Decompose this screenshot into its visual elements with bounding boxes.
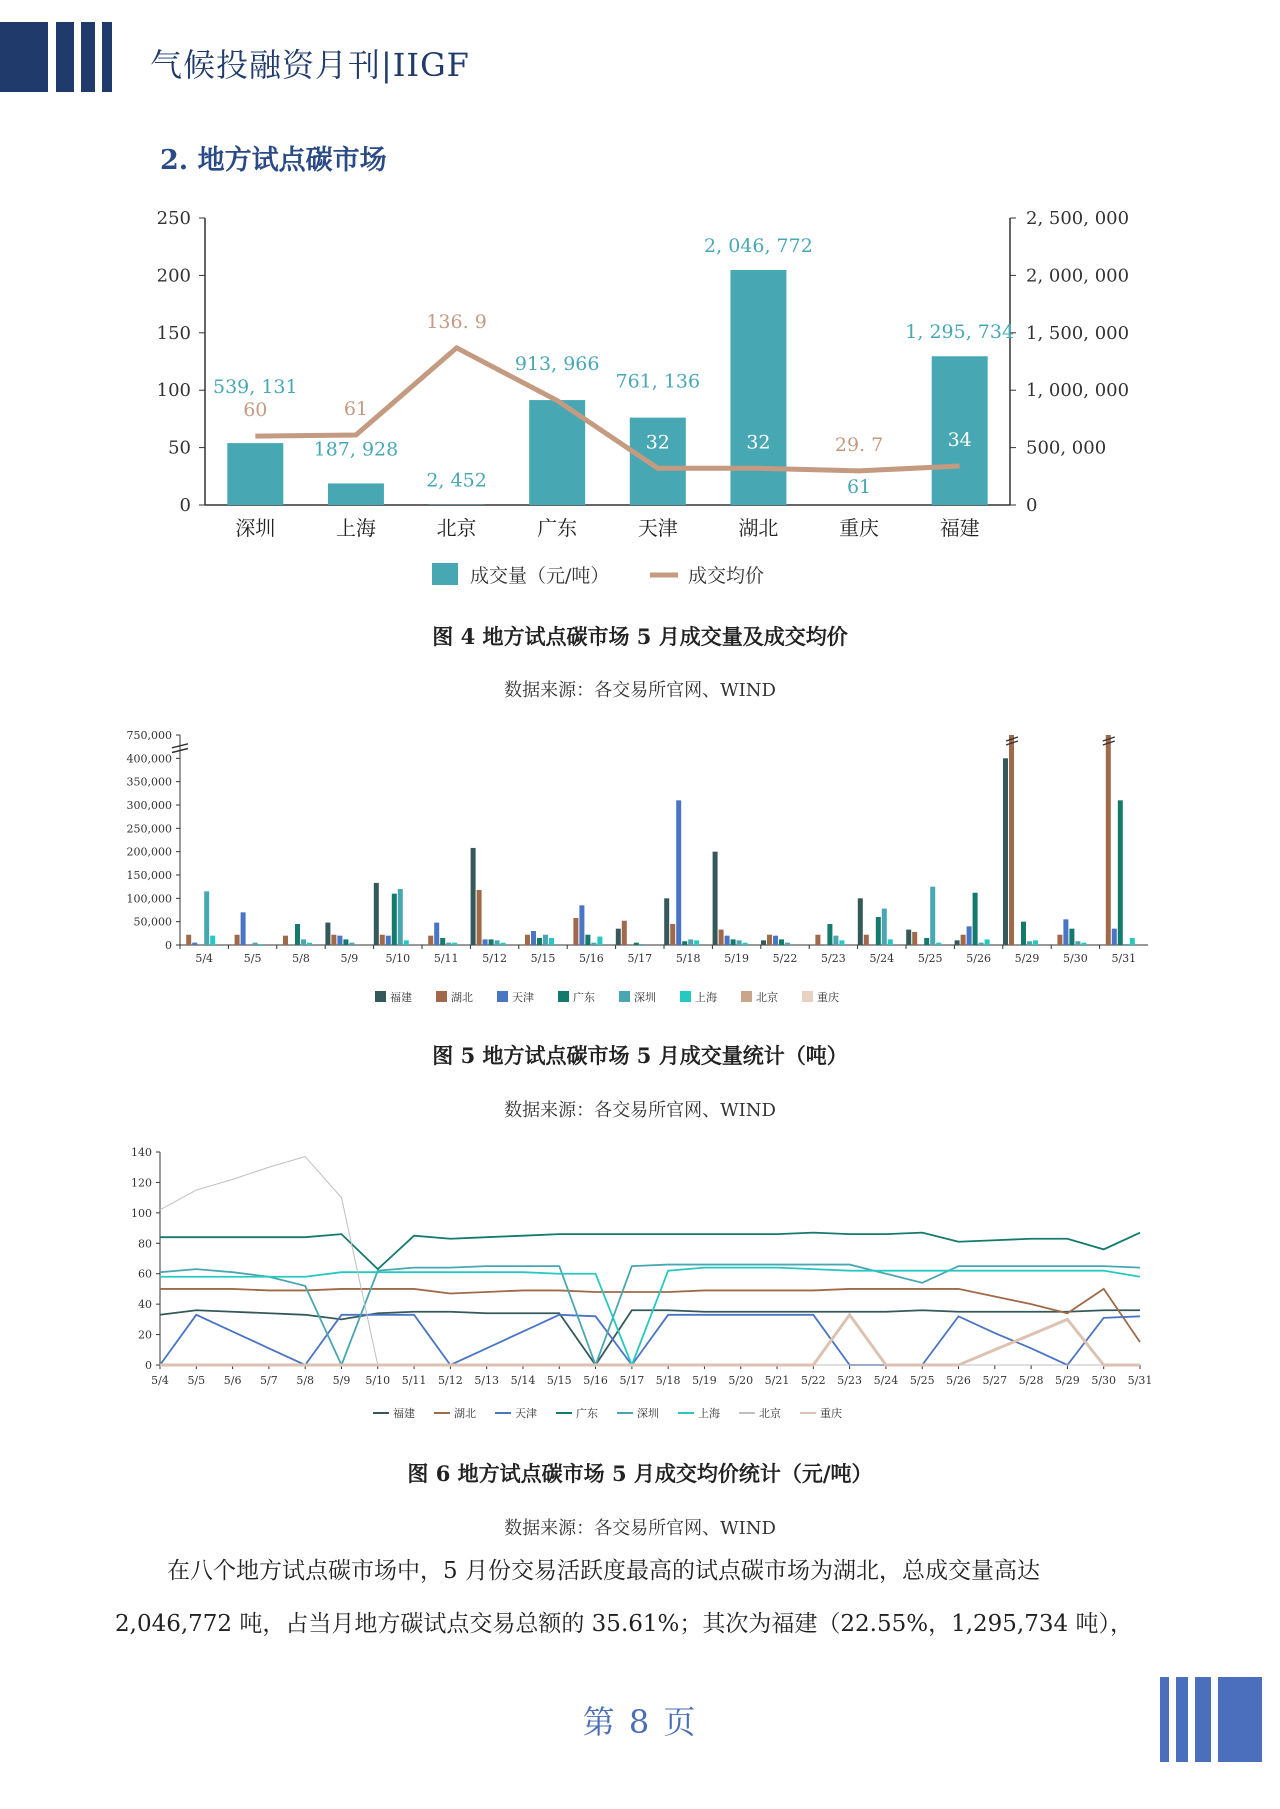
volume-bar-广东 [682,941,687,945]
volume-bar-深圳 [495,940,500,945]
x-tick-label: 5/31 [1127,1374,1153,1387]
y-tick-label: 60 [138,1267,152,1281]
volume-bar-湖北 [331,935,336,945]
y-tick-label: 100,000 [126,892,172,906]
right-tick-label: 1, 500, 000 [1026,322,1130,344]
volume-bar-上海 [404,940,409,945]
x-tick-label: 5/15 [530,952,556,965]
x-tick-label: 5/30 [1091,1374,1117,1387]
volume-bar-湖北 [1009,735,1014,945]
legend-label-深圳: 深圳 [637,1407,659,1420]
volume-bar-深圳 [1027,941,1032,945]
x-tick-label: 5/10 [365,1374,391,1387]
legend-label-北京: 北京 [756,991,778,1004]
volume-bar-上海 [452,943,457,945]
price-data-label: 61 [343,397,369,420]
volume-data-label: 539, 131 [213,376,298,399]
left-tick-label: 200 [156,265,191,287]
legend-label-湖北: 湖北 [454,1407,476,1420]
volume-bar-福建 [374,883,379,945]
price-data-label: 136. 9 [426,310,487,333]
x-tick-label: 5/20 [728,1374,754,1387]
volume-data-label: 61 [846,476,872,498]
legend-label-上海: 上海 [698,1407,720,1420]
body-paragraph-line2: 2,046,772 吨，占当月地方碳试点交易总额的 35.61%；其次为福建（22.55%，1,295,734 吨）， [115,1611,1133,1637]
x-tick-label: 5/24 [873,1374,899,1387]
legend-label-广东: 广东 [573,991,595,1004]
volume-data-label: 187, 928 [313,438,399,461]
volume-bar-广东 [973,893,978,945]
volume-bar-上海 [743,943,748,945]
y-tick-label: 150,000 [126,869,172,882]
legend-volume-label: 成交量（元/吨） [470,565,610,587]
x-tick-label: 5/4 [151,1374,169,1387]
x-tick-label: 5/5 [243,952,262,965]
volume-bar-深圳 [204,891,209,945]
volume-bar-湖北 [235,935,240,945]
volume-bar-深圳 [301,939,306,945]
volume-bar-广东 [924,938,929,945]
category-label: 上海 [335,516,376,540]
x-tick-label: 5/7 [260,1374,278,1387]
left-tick-label: 100 [156,380,191,402]
section-title: 2. 地方试点碳市场 [160,145,387,176]
legend-label-福建: 福建 [393,1407,415,1420]
x-tick-label: 5/10 [385,952,411,965]
volume-bar-福建 [1003,758,1008,945]
volume-bar-广东 [585,935,590,945]
x-tick-label: 5/22 [800,1374,826,1387]
x-tick-label: 5/25 [917,952,943,965]
legend-swatch-上海 [680,991,691,1002]
x-tick-label: 5/31 [1111,952,1137,965]
volume-bar-广东 [392,894,397,945]
volume-bar-湖北 [912,932,917,945]
price-line-天津 [160,1315,1140,1365]
legend-swatch-重庆 [802,991,813,1002]
x-tick-label: 5/26 [946,1374,971,1387]
right-tick-label: 2, 500, 000 [1026,208,1130,229]
legend-swatch-深圳 [619,991,630,1002]
right-tick-label: 0 [1026,495,1038,516]
y-tick-label: 350,000 [126,775,172,789]
volume-bar-湖北 [961,935,966,945]
volume-bar-湖北 [864,935,869,945]
volume-bar-深圳 [979,943,984,945]
volume-bar-湖北 [186,935,191,945]
x-tick-label: 5/30 [1063,952,1088,965]
volume-bar-深圳 [446,943,451,945]
legend-swatch-福建 [375,991,386,1002]
volume-bar-天津 [967,926,972,945]
chart-daily-price [0,1140,1280,1440]
volume-bar-天津 [1112,929,1117,945]
volume-bar-湖北 [525,935,530,945]
left-tick-label: 0 [179,495,191,516]
category-label: 福建 [939,516,980,540]
x-tick-label: 5/12 [438,1374,463,1387]
chart1-source: 数据来源：各交易所官网、WIND [504,680,776,701]
y-tick-label: 400,000 [126,752,172,766]
volume-bar-上海 [1081,943,1086,945]
volume-data-label: 1, 295, 734 [905,321,1015,344]
chart-volume-price [0,190,1280,810]
chart-daily-volume [0,720,1280,1020]
x-tick-label: 5/25 [909,1374,935,1387]
volume-bar-湖北 [719,930,724,945]
volume-bar-天津 [386,936,391,945]
volume-bar-天津 [579,905,584,945]
x-tick-label: 5/12 [482,952,507,965]
y-tick-label: 100 [131,1206,152,1220]
x-tick-label: 5/26 [966,952,991,965]
volume-bar-深圳 [882,909,887,945]
legend-label-上海: 上海 [695,991,717,1004]
volume-bar-深圳 [253,943,258,945]
right-tick-label: 2, 000, 000 [1026,265,1130,287]
category-label: 湖北 [738,516,779,540]
chart1-caption: 图 4 地方试点碳市场 5 月成交量及成交均价 [432,624,848,649]
x-tick-label: 5/19 [692,1374,717,1387]
left-tick-label: 250 [156,208,191,229]
x-tick-label: 5/24 [869,952,895,965]
volume-bar-湖北 [573,918,578,945]
volume-bar-天津 [241,912,246,945]
price-data-label: 32 [746,431,771,454]
volume-bar-广东 [827,924,832,945]
volume-bar-福建 [761,940,766,945]
x-tick-label: 5/17 [619,1374,645,1387]
price-data-label: 60 [243,399,268,422]
volume-bar-上海 [694,940,699,945]
volume-bar-上海 [210,936,215,945]
y-tick-label: 0 [145,1359,152,1372]
category-label: 北京 [436,516,477,540]
volume-data-label: 2, 046, 772 [704,235,813,258]
volume-bar-广东 [1021,922,1026,945]
volume-data-label: 913, 966 [514,353,600,376]
volume-bar-湖北 [1057,935,1062,945]
x-tick-label: 5/18 [675,952,701,965]
x-tick-label: 5/9 [340,952,359,965]
volume-bar-深圳 [349,943,354,945]
legend-label-广东: 广东 [576,1407,598,1420]
volume-bar-湖北 [477,890,482,945]
legend-label-重庆: 重庆 [817,991,839,1004]
volume-bar-广东 [1118,800,1123,945]
page-number: 第 8 页 [582,1703,698,1741]
volume-bar-天津 [192,943,197,945]
category-label: 广东 [537,516,578,540]
volume-bar-天津 [676,800,681,945]
right-tick-label: 500, 000 [1026,437,1107,459]
body-paragraph-line1: 在八个地方试点碳市场中，5 月份交易活跃度最高的试点碳市场为湖北，总成交量高达 [167,1558,1040,1584]
x-tick-label: 5/14 [510,1374,536,1387]
x-tick-label: 5/23 [837,1374,862,1387]
chart3-source: 数据来源：各交易所官网、WIND [504,1518,776,1539]
legend-swatch-广东 [558,991,569,1002]
x-tick-label: 5/8 [292,952,310,965]
legend-label-天津: 天津 [515,1407,537,1420]
volume-bar-天津 [531,931,536,945]
chart3-caption: 图 6 地方试点碳市场 5 月成交均价统计（元/吨） [407,1461,873,1486]
category-label: 深圳 [235,516,276,540]
y-tick-label: 250,000 [126,822,172,836]
x-tick-label: 5/28 [1018,1374,1044,1387]
volume-bar-湖北 [1106,735,1111,945]
y-tick-label: 200,000 [126,845,172,859]
x-tick-label: 5/16 [579,952,604,965]
x-tick-label: 5/29 [1014,952,1040,965]
chart2-source: 数据来源：各交易所官网、WIND [504,1100,776,1121]
volume-bar-湖北 [815,935,820,945]
volume-bar-天津 [773,936,778,945]
volume-bar-福建 [858,898,863,945]
volume-bar-深圳 [688,939,693,945]
volume-bar-上海 [597,937,602,945]
volume-bar-上海 [936,943,941,945]
x-tick-label: 5/16 [583,1374,608,1387]
volume-bar-深圳 [785,943,790,945]
category-label: 天津 [637,516,678,540]
category-label: 重庆 [839,516,880,540]
volume-bar-广东 [1069,929,1074,945]
volume-bar-天津 [434,923,439,945]
x-tick-label: 5/27 [982,1374,1008,1387]
volume-bar-上海 [1033,940,1038,945]
legend-label-重庆: 重庆 [820,1407,842,1420]
y-tick-label: 300,000 [126,799,172,812]
x-tick-label: 5/5 [187,1374,206,1387]
volume-bar-湖北 [283,936,288,945]
x-tick-label: 5/19 [724,952,749,965]
legend-volume-swatch [432,563,458,585]
legend-label-天津: 天津 [512,991,534,1004]
x-tick-label: 5/11 [433,952,459,965]
x-tick-label: 5/23 [821,952,846,965]
volume-bar-湖北 [670,924,675,945]
y-tick-label: 750,000 [126,729,172,742]
volume-bar-天津 [1063,919,1068,945]
legend-label-福建: 福建 [390,991,412,1004]
volume-bar-福建 [616,929,621,945]
volume-bar-福建 [713,852,718,945]
volume-bar [328,483,384,505]
volume-bar-深圳 [398,889,403,945]
volume-bar-福建 [471,848,476,945]
volume-bar-广东 [876,917,881,945]
volume-bar-上海 [501,943,506,945]
price-line-北京 [160,1157,1140,1365]
y-tick-label: 20 [138,1328,152,1342]
legend-label-湖北: 湖北 [451,991,473,1004]
legend-swatch-湖北 [436,991,447,1002]
legend-label-北京: 北京 [759,1407,781,1420]
volume-bar-湖北 [380,935,385,945]
price-line-广东 [160,1233,1140,1270]
volume-bar-广东 [440,938,445,945]
x-tick-label: 5/29 [1055,1374,1080,1387]
volume-bar-深圳 [543,935,548,945]
y-tick-label: 120 [131,1176,152,1190]
volume-bar-广东 [634,943,639,945]
volume-bar-深圳 [1075,941,1080,945]
price-data-label: 34 [947,428,972,451]
x-tick-label: 5/4 [195,952,214,965]
volume-bar-广东 [343,939,348,945]
price-data-label: 32 [645,431,670,454]
volume-bar-广东 [537,938,542,945]
volume-bar-深圳 [640,944,645,945]
x-tick-label: 5/11 [401,1374,427,1387]
price-data-label: 29. 7 [834,433,884,456]
volume-bar-上海 [839,940,844,945]
volume-bar-深圳 [591,943,596,945]
right-tick-label: 1, 000, 000 [1026,380,1130,402]
x-tick-label: 5/18 [655,1374,681,1387]
volume-bar-深圳 [833,936,838,945]
volume-bar-福建 [955,940,960,945]
legend-label-深圳: 深圳 [634,991,656,1004]
volume-bar-湖北 [767,935,772,945]
x-tick-label: 5/9 [332,1374,351,1387]
volume-bar-福建 [664,898,669,945]
volume-data-label: 761, 136 [615,370,701,393]
legend-swatch-天津 [497,991,508,1002]
volume-bar-天津 [337,936,342,945]
volume-bar-深圳 [1124,944,1129,945]
header-title: 气候投融资月刊|IIGF [150,46,470,84]
left-tick-label: 150 [156,322,191,344]
volume-bar-福建 [906,930,911,945]
volume-bar-上海 [985,939,990,945]
volume-bar-深圳 [930,887,935,945]
volume-bar-上海 [1130,938,1135,945]
x-tick-label: 5/17 [627,952,653,965]
y-tick-label: 50,000 [133,915,172,929]
volume-bar-广东 [731,939,736,945]
volume-bar-广东 [489,939,494,945]
x-tick-label: 5/8 [296,1374,315,1387]
x-tick-label: 5/15 [546,1374,572,1387]
volume-bar-深圳 [737,940,742,945]
volume-bar-广东 [779,939,784,945]
volume-bar-上海 [888,939,893,945]
y-tick-label: 40 [138,1298,152,1312]
volume-bar [227,443,283,505]
volume-bar-天津 [483,939,488,945]
volume-bar-上海 [549,938,554,945]
legend-price-label: 成交均价 [688,565,765,587]
y-tick-label: 80 [138,1237,152,1251]
x-tick-label: 5/21 [764,1374,790,1387]
volume-bar-上海 [307,943,312,945]
volume-bar-天津 [725,936,730,945]
volume-data-label: 2, 452 [426,469,487,492]
volume-bar-湖北 [622,921,627,945]
volume-bar-上海 [259,944,264,945]
y-tick-label: 0 [165,939,172,952]
volume-bar-湖北 [428,936,433,945]
x-tick-label: 5/22 [772,952,798,965]
x-tick-label: 5/13 [474,1374,500,1387]
x-tick-label: 5/6 [223,1374,242,1387]
y-tick-label: 140 [131,1146,152,1159]
chart2-caption: 图 5 地方试点碳市场 5 月成交量统计（吨） [432,1043,848,1068]
volume-bar-广东 [295,924,300,945]
volume-bar-福建 [325,923,330,945]
legend-swatch-北京 [741,991,752,1002]
left-tick-label: 50 [168,437,191,459]
